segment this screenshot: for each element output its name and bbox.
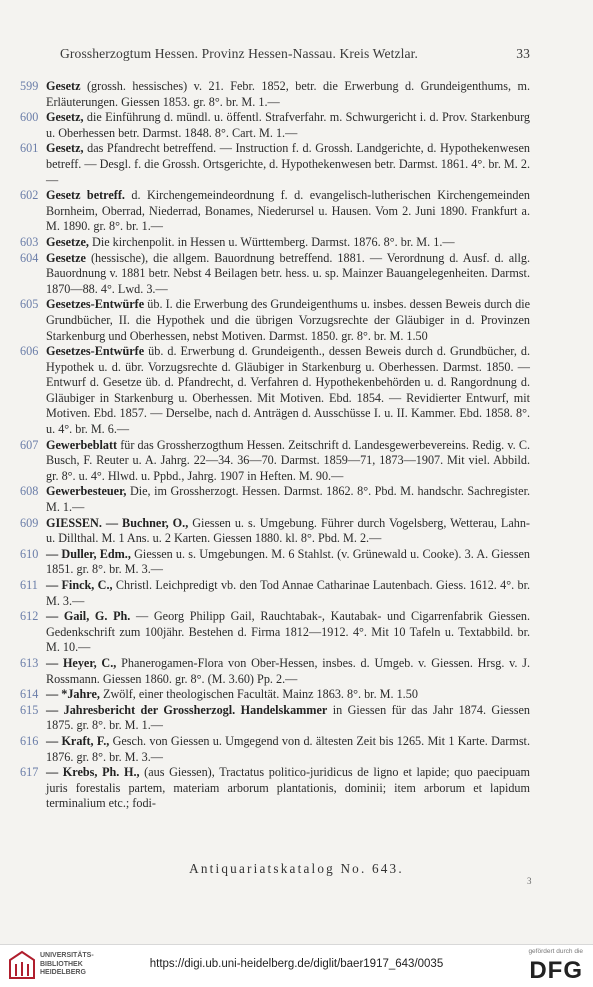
entry-heading: — *Jahre, <box>46 687 100 702</box>
entry-heading: GIESSEN. — Buchner, O., <box>46 515 189 530</box>
entry-heading: — Kraft, F., <box>46 733 110 748</box>
catalog-entry <box>20 687 530 703</box>
entry-heading: Gesetz, <box>46 141 84 156</box>
entry-number: 605 <box>20 297 39 312</box>
catalog-entry <box>20 765 530 812</box>
permalink-url[interactable]: https://digi.ub.uni-heidelberg.de/diglit/baer1917_643/0035 <box>149 958 444 970</box>
entry-heading: — Gail, G. Ph. <box>46 609 131 624</box>
catalog-entry <box>20 344 530 438</box>
entry-number: 607 <box>20 437 39 452</box>
entry-number: 609 <box>20 515 39 530</box>
catalog-entry <box>20 484 530 515</box>
entry-number: 608 <box>20 484 39 499</box>
signature-mark: 3 <box>527 876 532 886</box>
entry-text: Giessen u. s. Umgebung. Führer durch Vogelsberg, Wetterau, Lahn- u. Dillthal. M. 1 Ans. u. 2 Karten. Giessen 1880. kl. 8°. Pbd. M. 2.— <box>46 515 530 546</box>
entry-heading: Gesetzes-Entwürfe <box>46 297 145 312</box>
entry-text: Gesch. von Giessen u. Umgegend von d. ältesten Zeit bis 1265. Mit 1 Karte. Darmst. 1876. gr. 8°. br. M. 3.— <box>46 733 530 764</box>
catalog-entry <box>20 188 530 235</box>
catalog-entry <box>20 734 530 765</box>
entry-heading: — Jahresbericht der Grossherzogl. Handelskammer <box>46 702 328 717</box>
entry-number: 606 <box>20 344 39 359</box>
library-name-line2: BIBLIOTHEK <box>40 960 83 968</box>
entry-text: üb. d. Erwerbung d. Grundeigenth., dessen Beweis durch d. Grundbücher, d. Hypothek u. d. übr. Vorzugsrechte d. Gläubiger in Starkenburg u. Oberhessen. Darmst. 1850. — Entwurf d. Gesetze üb. d. Pfandrecht, d. Verfahren d. Hypothekenbehörden u. d. Rangordnung d. Gläubiger in Starkenburg u. Oberhessen. Mit Motiven. Ebd. 1854. — Revidierter Entwurf, mit Motiven. Ebd. 1857. — Derselbe, nach d. Anträgen d. Ausschüsse I. u. II. Kammer. Ebd. 1858. 8°. u. 4°. br. M. 6.— <box>46 344 530 437</box>
catalog-footer: Antiquariatskatalog No. 643. <box>189 861 404 876</box>
catalog-entry <box>20 578 530 609</box>
catalog-entry <box>20 609 530 656</box>
entry-number: 617 <box>20 765 39 780</box>
entry-heading: Gesetz <box>46 79 81 93</box>
catalog-entry <box>20 297 530 344</box>
entry-heading: Gesetze, <box>46 234 89 249</box>
entry-heading: — Duller, Edm., <box>46 546 131 561</box>
viewer-bottom-bar <box>0 944 593 987</box>
entry-number: 612 <box>20 609 39 624</box>
entry-text: Zwölf, einer theologischen Facultät. Mainz 1863. 8°. br. M. 1.50 <box>103 687 418 702</box>
page-number: 33 <box>516 46 530 61</box>
entry-text: d. Kirchengemeindeordnung f. d. evangelisch-lutherischen Kirchengemeinden Bornheim, Oberrad, Niederrad, Bonames, Niederursel u. Hausen. Vom 2. Juni 1890. Frankfurt a. M. 1890. gr. 8°. br. 1.— <box>46 188 530 234</box>
entry-number: 600 <box>20 110 39 125</box>
running-header <box>60 46 530 62</box>
entry-heading: Gesetze <box>46 250 86 265</box>
entry-number: 603 <box>20 234 39 249</box>
catalog-entry <box>20 703 530 734</box>
entry-number: 611 <box>20 578 38 592</box>
entry-text: Christl. Leichpredigt vb. den Tod Annae Catharinae Lautenbach. Giess. 1612. 4°. br. M. 3.— <box>46 578 530 608</box>
entry-number: 613 <box>20 655 39 670</box>
entry-text: Phanerogamen-Flora von Ober-Hessen, insbes. d. Umgeb. v. Giessen. Hrsg. v. J. Rossmann. Giessen 1860. gr. 8°. (M. 3.60) Pp. 2.— <box>46 655 531 686</box>
entry-heading: Gesetz, <box>46 110 84 125</box>
entry-number: 602 <box>20 188 39 203</box>
entry-text: Die kirchenpolit. in Hessen u. Württemberg. Darmst. 1876. 8°. br. M. 1.— <box>92 234 455 249</box>
entry-text: die Einführung d. mündl. u. öffentl. Strafverfahr. m. Schwurgericht i. d. Prov. Starkenburg u. Oberhessen betr. Darmst. 1848. 8°. Cart. M. 1.— <box>46 110 531 140</box>
funder-note: gefördert durch die <box>528 948 583 955</box>
entry-number: 604 <box>20 250 39 265</box>
entry-heading: — Krebs, Ph. H., <box>46 765 140 780</box>
entry-text: in Giessen für das Jahr 1874. Giessen 1875. gr. 8°. br. M. 1.— <box>46 702 531 733</box>
entry-heading: — Heyer, C., <box>46 655 117 670</box>
entry-number: 616 <box>20 733 39 748</box>
dfg-logo[interactable]: DFG <box>529 957 583 984</box>
library-name-line3: HEIDELBERG <box>40 969 86 976</box>
library-name-line1: UNIVERSITÄTS- <box>40 952 94 959</box>
entry-heading: Gewerbeblatt <box>46 437 118 452</box>
entry-heading: Gewerbesteuer, <box>46 484 127 499</box>
catalog-entries <box>20 79 530 812</box>
entry-number: 601 <box>20 141 39 156</box>
catalog-entry <box>20 438 530 485</box>
entry-text: üb. I. die Erwerbung des Grundeigenthums u. insbes. dessen Beweis durch die Grundbücher, II. die Hypothek und die übrigen Vorzugsrechte der Gläubiger in d. Provinzen Starkenburg und Oberhessen, nebst Motiven. Darmst. 1850. gr. 8°. br. M. 1.50 <box>46 297 531 343</box>
entry-heading: — Finck, C., <box>46 578 113 592</box>
catalog-entry <box>20 235 530 251</box>
entry-heading: Gesetzes-Entwürfe <box>46 344 145 359</box>
catalog-entry <box>20 251 530 298</box>
entry-text: (hessische), die allgem. Bauordnung betreffend. 1881. — Verordnung d. Ausf. d. allg. Bauordnung v. 1881 betr. Nebst 4 Beilagen betr. hess. u. sp. Mainzer Bauangelegenheiten. Darmst. 1870—88. 4°. Lwd. 3.— <box>46 250 531 296</box>
catalog-entry <box>20 141 530 188</box>
catalog-entry <box>20 79 530 110</box>
entry-number: 615 <box>20 702 39 717</box>
entry-text: Die, im Grossherzogt. Hessen. Darmst. 1862. 8°. Pbd. M. handschr. Sachregister. M. 1.— <box>46 484 531 515</box>
entry-number: 599 <box>20 79 39 93</box>
catalog-entry <box>20 547 530 578</box>
entry-number: 610 <box>20 546 39 561</box>
catalog-entry <box>20 656 530 687</box>
entry-text: — Georg Philipp Gail, Rauchtabak-, Kautabak- und Cigarrenfabrik Giessen. Gedenkschrift zum 100jähr. Bestehen d. Firma 1812—1912. 4°. Mit 10 Tafeln u. Textabbild. br. M. 10.— <box>46 609 531 655</box>
running-title: Grossherzogtum Hessen. Provinz Hessen-Nassau. Kreis Wetzlar. <box>60 46 419 61</box>
entry-text: Giessen u. s. Umgebungen. M. 6 Stahlst. (v. Grünewald u. Cooke). 3. A. Giessen 1851. gr. 8°. br. M. 3.— <box>46 546 530 577</box>
entry-number: 614 <box>20 687 39 702</box>
entry-text: für das Grossherzogthum Hessen. Zeitschrift d. Landesgewerbevereins. Redig. v. C. Busch, F. Reuter u. A. Jahrg. 22—34. 36—70. Darmst. 1859—71, 1873—1907. Mit viel. Abbild. gr. 8°. u. 4°. Hlwd. u. Ppbd., Jahrg. 1907 in Heften. M. 90.— <box>46 437 531 483</box>
entry-text: das Pfandrecht betreffend. — Instruction f. d. Grossh. Landgerichte, d. Hypothekenwesen betreff. — Desgl. f. die Grossh. Ortsgerichte, d. Hypothekenwesen betr. Darmst. 1861. 4°. br. M. 2.— <box>46 141 530 187</box>
catalog-entry <box>20 110 530 141</box>
catalog-entry <box>20 516 530 547</box>
entry-heading: Gesetz betreff. <box>46 188 125 203</box>
entry-text: (aus Giessen), Tractatus politico-juridicus de ligno et lapide; quo paecipuam juris forestalis partem, materiam arborum plantationis, dominii; item arborum et lapidum terminalium etc.; fodi- <box>46 765 530 811</box>
entry-text: (grossh. hessisches) v. 21. Febr. 1852, betr. die Erwerbung d. Grundeigenthums, m. Erläuterungen. Giessen 1853. gr. 8°. br. M. 1.— <box>46 79 530 109</box>
